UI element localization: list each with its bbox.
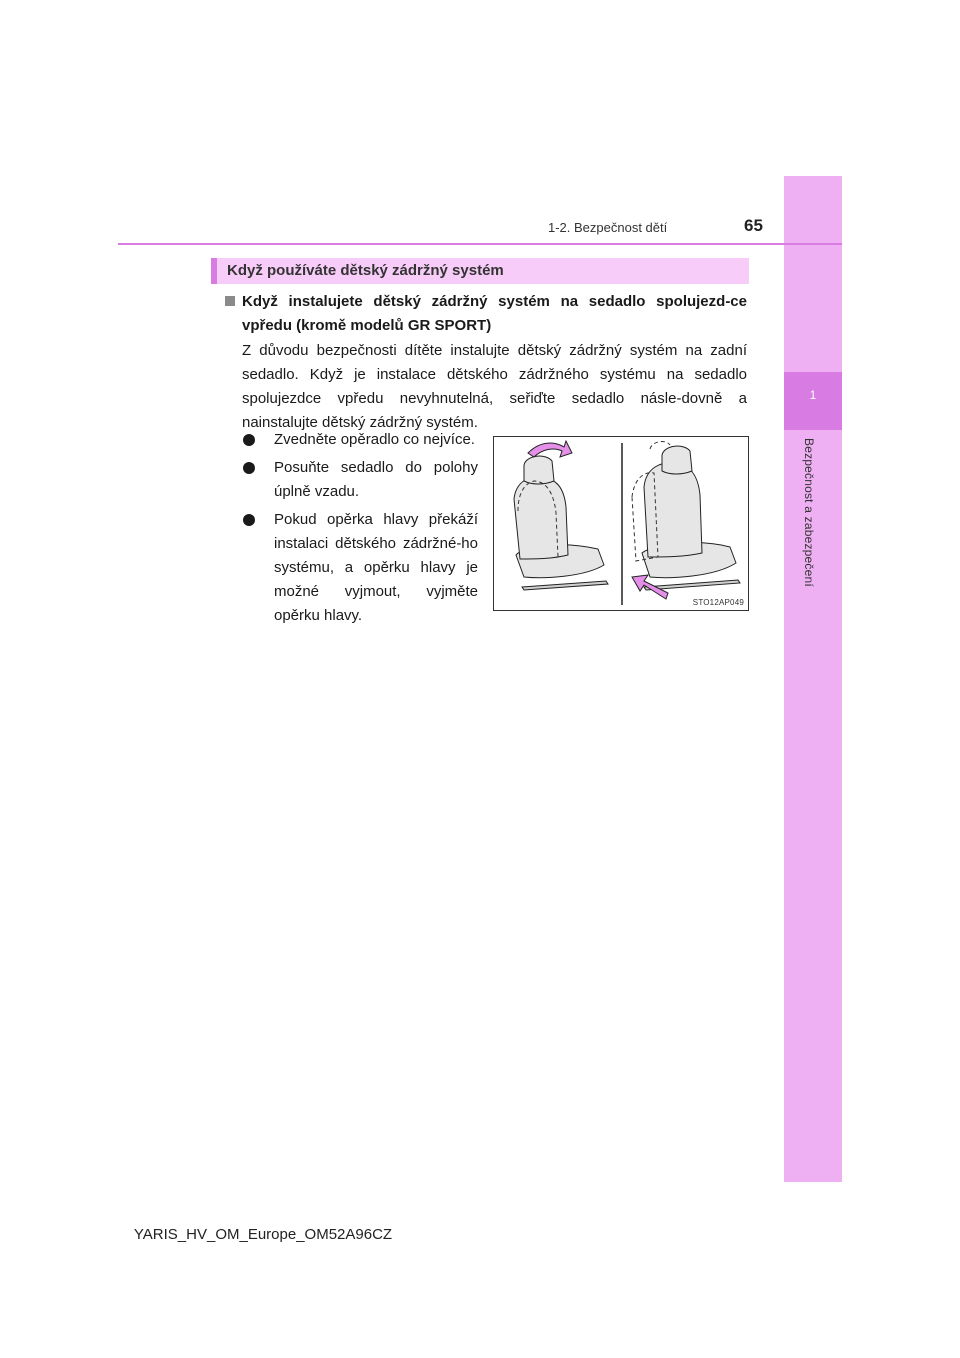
seat-illustration (494, 437, 748, 610)
section-heading-bar (211, 258, 749, 284)
header-rule (118, 243, 842, 245)
list-item-text: Pokud opěrka hlavy překáží instalaci dětského zádržné-ho systému, a opěrku hlavy je možné vyjmout, vyjměte opěrku hlavy. (274, 511, 478, 624)
body-paragraph: Z důvodu bezpečnosti dítěte instalujte dětský zádržný systém na zadní sedadlo. Když je instalace dětského zádržného systému na sedadlo spolujezdce vpředu nevyhnutelná, seřiďte sedadlo násle-dovně a nainstalujte dětský zádržný systém. (242, 342, 747, 431)
subheading: Když instalujete dětský zádržný systém na sedadlo spolujezd-ce vpředu (kromě modelů GR SPORT) (242, 293, 747, 334)
list-item-text: Zvedněte opěradlo co nejvíce. (274, 431, 475, 448)
list-item-text: Posuňte sedadlo do polohy úplně vzadu. (274, 459, 478, 500)
instruction-list (242, 428, 478, 632)
square-bullet-icon (225, 296, 235, 306)
figure-code: STO12AP049 (692, 598, 744, 607)
section-heading: Když používáte dětský zádržný systém (227, 262, 504, 279)
bullet-dot-icon (243, 434, 255, 446)
chapter-label: Bezpečnost a zabezpečení (802, 438, 816, 587)
left-seat-icon (514, 456, 608, 590)
list-item (242, 456, 478, 504)
bullet-dot-icon (243, 514, 255, 526)
section-title: 1-2. Bezpečnost dětí (548, 220, 668, 235)
footer-doc-id: YARIS_HV_OM_Europe_OM52A96CZ (133, 1226, 393, 1243)
list-item (242, 428, 478, 452)
chapter-tab-strip (784, 176, 842, 1182)
page-number: 65 (744, 216, 763, 235)
list-item (242, 508, 478, 628)
seat-adjustment-figure (493, 436, 749, 611)
chapter-number: 1 (809, 388, 817, 402)
right-seat-icon (642, 446, 740, 590)
curved-arrow-icon (528, 441, 572, 457)
bullet-dot-icon (243, 462, 255, 474)
